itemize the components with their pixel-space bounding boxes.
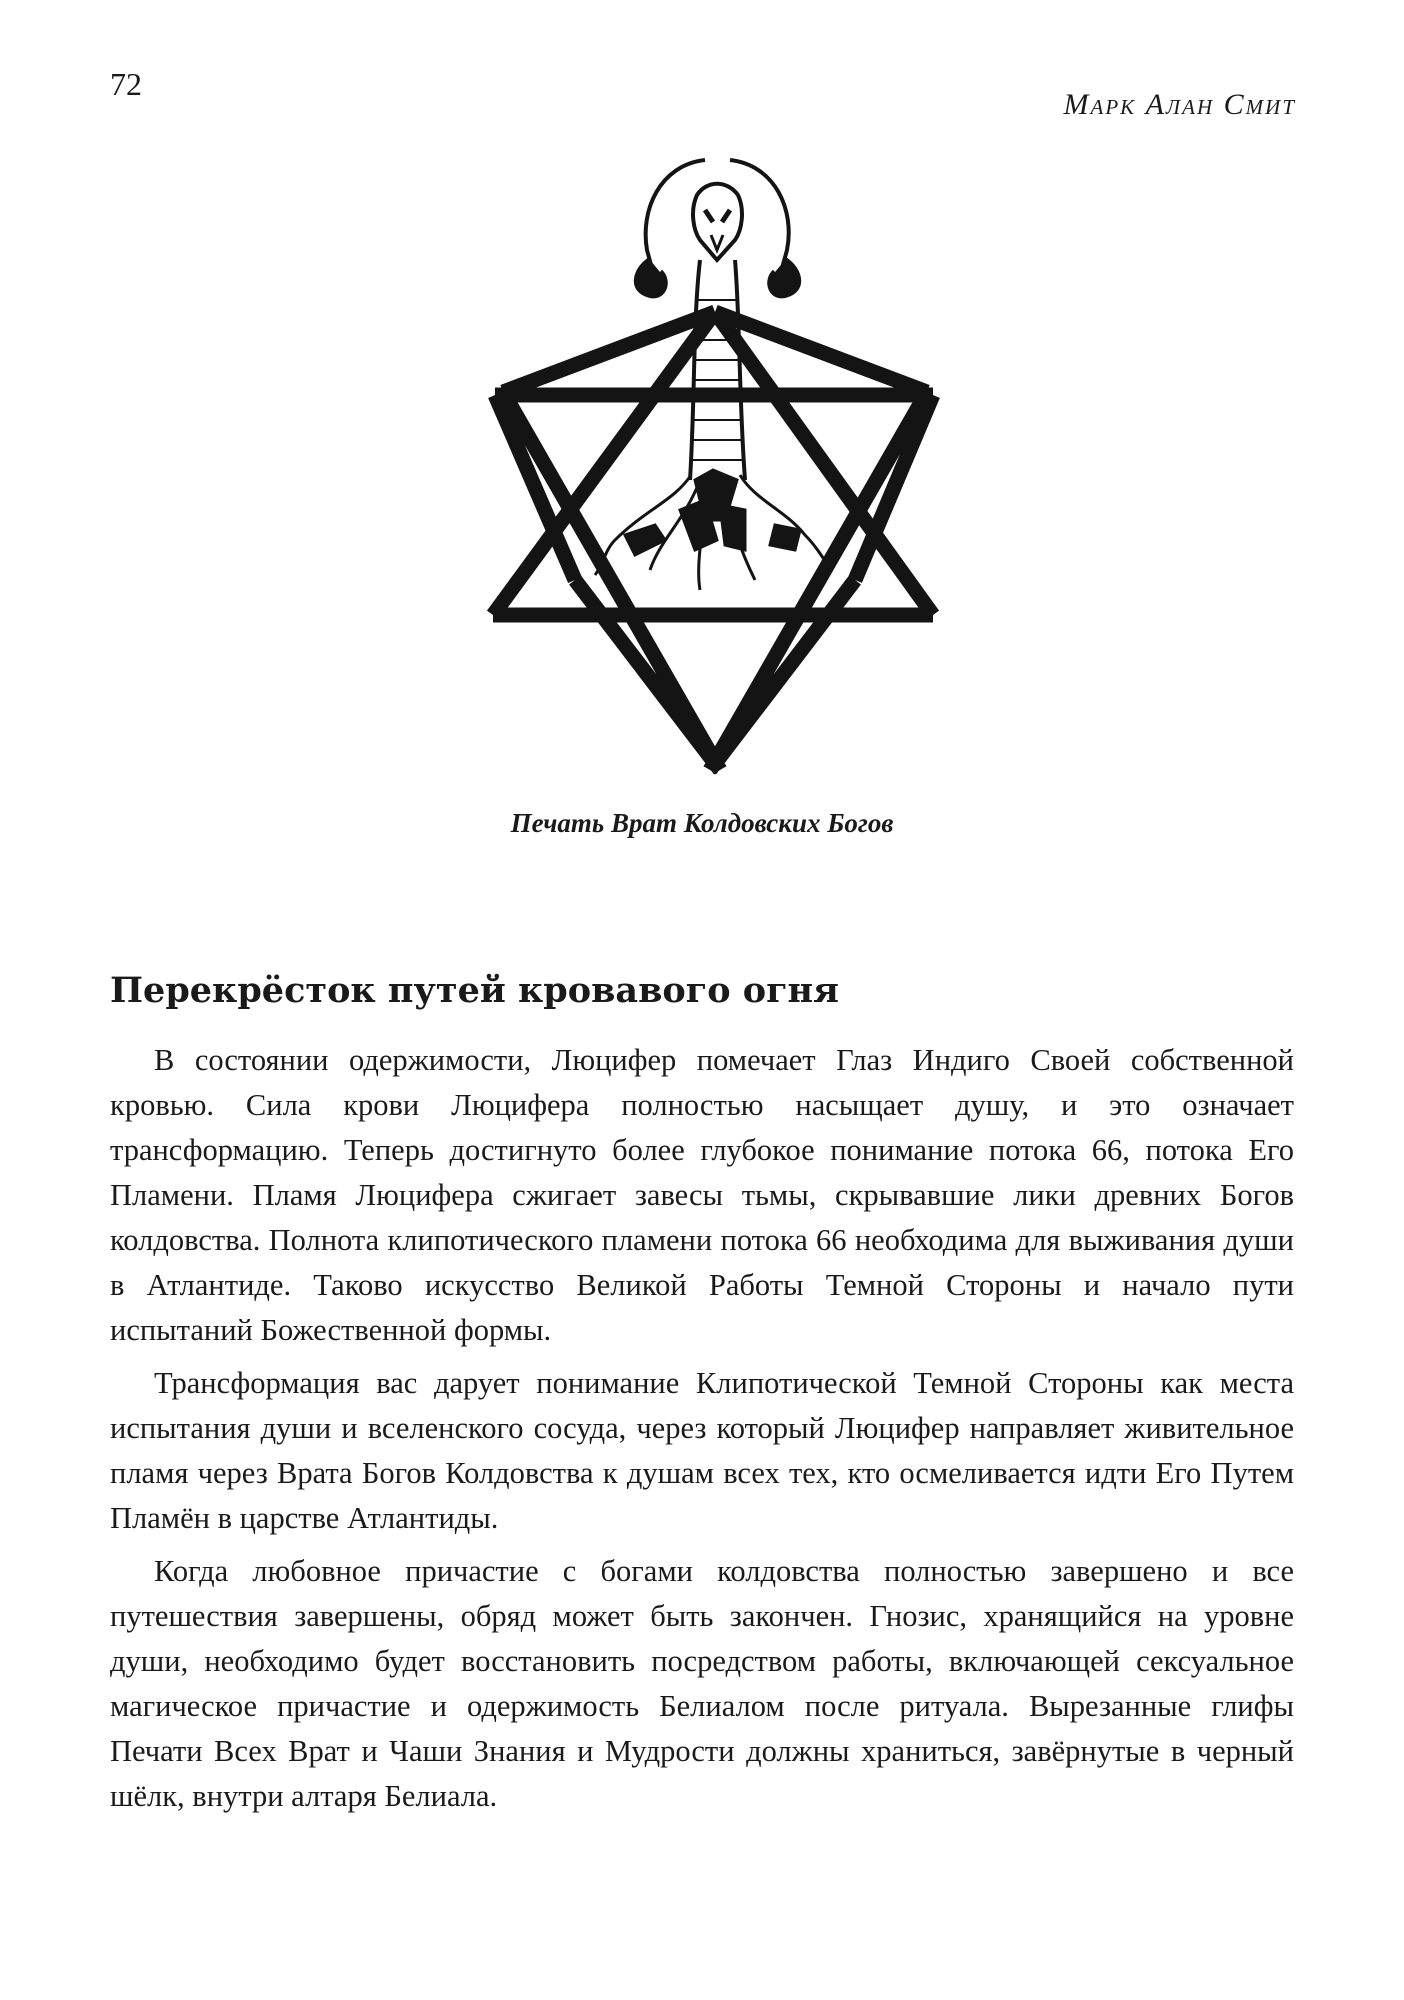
running-header: Марк Алан Смит — [1063, 88, 1296, 121]
paragraph: Трансформация вас дарует понимание Клипотической Темной Стороны как места испытания души и вселенского сосуда, через который Люцифер направляет живительное пламя через Врата Богов Колдовства к душам всех тех, кто осмеливается идти Его Путем Пламён в царстве Атлантиды. — [110, 1366, 1294, 1535]
figure-caption: Печать Врат Колдовских Богов — [510, 808, 894, 838]
section-body — [110, 1038, 1294, 1827]
section-title: Перекрёсток путей кровавого огня — [110, 970, 840, 1011]
cobra-icon — [637, 160, 798, 480]
page-number: 72 — [110, 66, 142, 102]
seal-figure — [455, 140, 975, 780]
paragraph: Когда любовное причастие с богами колдовства полностью завершено и все путешествия завершены, обряд может быть закончен. Гнозис, хранящийся на уровне души, необходимо будет восстановить посредством работы, включающей сексуальное магическое причастие и одержимость Белиалом после ритуала. Вырезанные глифы Печати Всех Врат и Чаши Знания и Мудрости должны храниться, завёрнутые в черный шёлк, внутри алтаря Белиала. — [110, 1554, 1294, 1813]
paragraph: В состоянии одержимости, Люцифер помечает Глаз Индиго Своей собственной кровью. Сила крови Люцифера полностью насыщает душу, и это означает трансформацию. Теперь достигнуто более глубокое понимание потока 66, потока Его Пламени. Пламя Люцифера сжигает завесы тьмы, скрывавшие лики древних Богов колдовства. Полнота клипотического пламени потока 66 необходима для выживания души в Атлантиде. Таково искусство Великой Работы Темной Стороны и начало пути испытаний Божественной формы. — [110, 1043, 1294, 1347]
roots-icon — [595, 470, 830, 590]
